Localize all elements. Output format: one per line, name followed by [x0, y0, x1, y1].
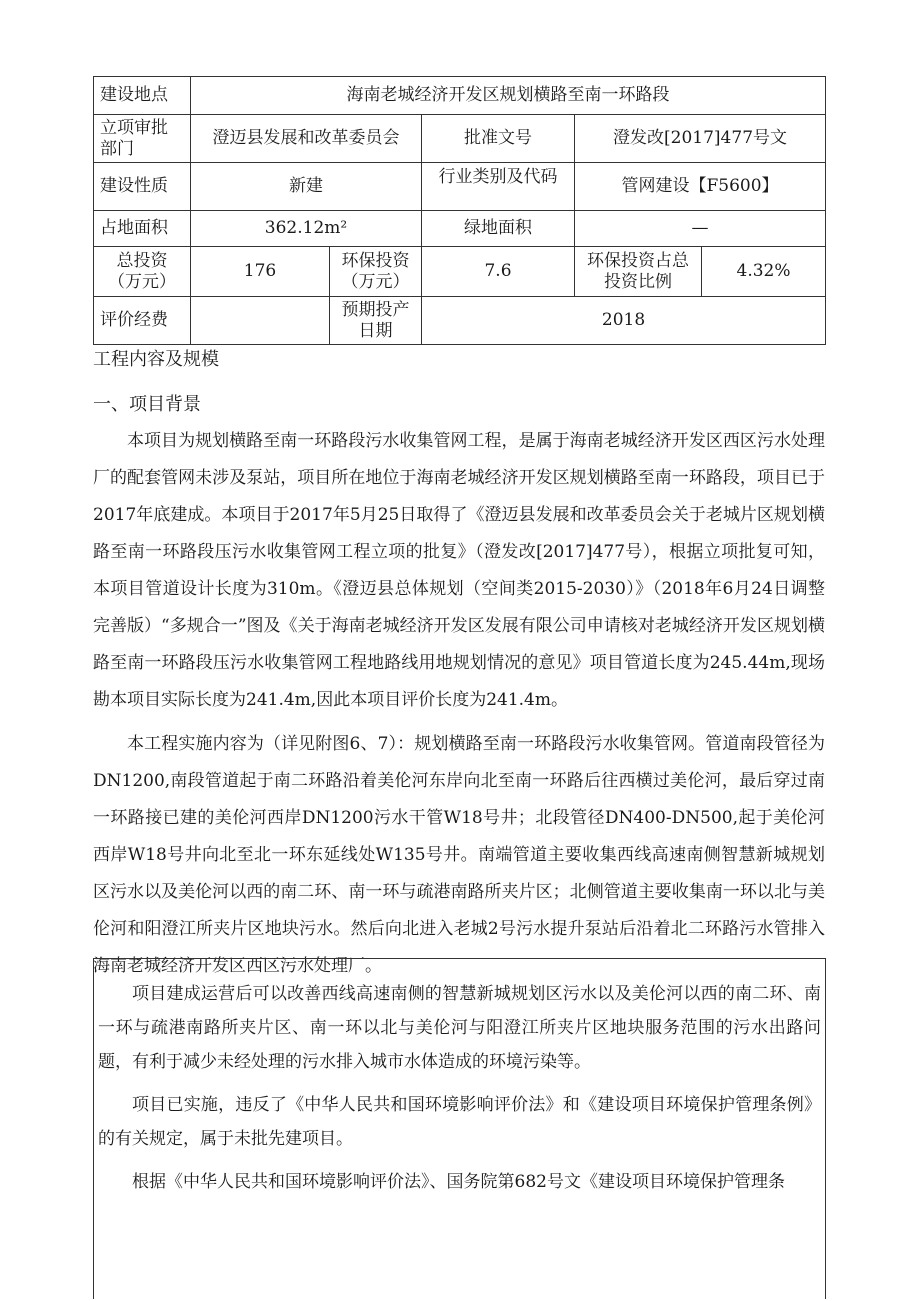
nature-value: 新建	[191, 163, 422, 211]
eval-cost-label: 评价经费	[94, 297, 191, 345]
table-row	[94, 211, 826, 247]
table-row	[94, 77, 826, 115]
eval-cost-value	[191, 297, 330, 345]
table-row	[94, 115, 826, 163]
industry-label: 行业类别及代码	[422, 163, 575, 211]
approval-doc-value: 澄发改[2017]477号文	[575, 115, 826, 163]
total-investment-label: 总投资（万元）	[94, 247, 191, 297]
paragraph-violation: 项目已实施，违反了《中华人民共和国环境影响评价法》和《建设项目环境保护管理条例》的有关规定，属于未批先建项目。	[98, 1095, 821, 1149]
table-row	[94, 297, 826, 345]
env-ratio-label: 环保投资占总投资比例	[575, 247, 702, 297]
env-ratio-value: 4.32%	[702, 247, 826, 297]
green-area-value: —	[575, 211, 826, 247]
approval-dept-value: 澄迈县发展和改革委员会	[191, 115, 422, 163]
paragraph-legal-basis: 根据《中华人民共和国环境影响评价法》、国务院第682号文《建设项目环境保护管理条	[132, 1172, 785, 1192]
section-title: 工程内容及规模	[93, 349, 219, 370]
area-value: 362.12m²	[191, 211, 422, 247]
production-date-value: 2018	[422, 297, 826, 345]
env-investment-label: 环保投资（万元）	[330, 247, 422, 297]
green-area-label: 绿地面积	[422, 211, 575, 247]
subsection-title: 一、项目背景	[93, 394, 201, 415]
location-label: 建设地点	[94, 77, 191, 115]
approval-dept-label: 立项审批部门	[94, 115, 191, 163]
total-investment-value: 176	[191, 247, 330, 297]
nature-label: 建设性质	[94, 163, 191, 211]
industry-value: 管网建设【F5600】	[575, 163, 826, 211]
area-label: 占地面积	[94, 211, 191, 247]
boxed-section	[93, 958, 826, 1299]
body-text	[93, 423, 825, 985]
table-row	[94, 247, 826, 297]
approval-doc-label: 批准文号	[422, 115, 575, 163]
paragraph-scope: 本工程实施内容为（详见附图6、7）：规划横路至南一环路段污水收集管网。管道南段管径为DN1200,南段管道起于南二环路沿着美伦河东岸向北至南一环路后往西横过美伦河，最后穿过南一环路接已建的美伦河西岸DN1200污水干管W18号井；北段管径DN400-DN500,起于美伦河西岸W18号井向北至北一环东延线处W135号井。南端管道主要收集西线高速南侧智慧新城规划区污水以及美伦河以西的南二环、南一环与疏港南路所夹片区；北侧管道主要收集南一环以北与美伦河和阳澄江所夹片区地块污水。然后向北进入老城2号污水提升泵站后沿着北二环路污水管排入海南老城经济开发区西区污水处理厂。	[93, 734, 825, 976]
paragraph-benefits: 项目建成运营后可以改善西线高速南侧的智慧新城规划区污水以及美伦河以西的南二环、南一环与疏港南路所夹片区、南一环以北与美伦河与阳澄江所夹片区地块服务范围的污水出路问题，有利于减少未经处理的污水排入城市水体造成的环境污染等。	[98, 984, 821, 1072]
production-date-label: 预期投产日期	[330, 297, 422, 345]
project-info-table	[93, 76, 826, 345]
paragraph-background: 本项目为规划横路至南一环路段污水收集管网工程，是属于海南老城经济开发区西区污水处理厂的配套管网未涉及泵站，项目所在地位于海南老城经济开发区规划横路至南一环路段，项目已于2017年底建成。本项目于2017年5月25日取得了《澄迈县发展和改革委员会关于老城片区规划横路至南一环路段压污水收集管网工程立项的批复》（澄发改[2017]477号），根据立项批复可知，本项目管道设计长度为310m。《澄迈县总体规划（空间类2015-2030）》（2018年6月24日调整完善版）“多规合一”图及《关于海南老城经济开发区发展有限公司申请核对老城经济开发区规划横路至南一环路段压污水收集管网工程地路线用地规划情况的意见》项目管道长度为245.44m,现场勘本项目实际长度为241.4m,因此本项目评价长度为241.4m。	[93, 431, 825, 710]
table-row	[94, 163, 826, 211]
location-value: 海南老城经济开发区规划横路至南一环路段	[191, 77, 826, 115]
env-investment-value: 7.6	[422, 247, 575, 297]
